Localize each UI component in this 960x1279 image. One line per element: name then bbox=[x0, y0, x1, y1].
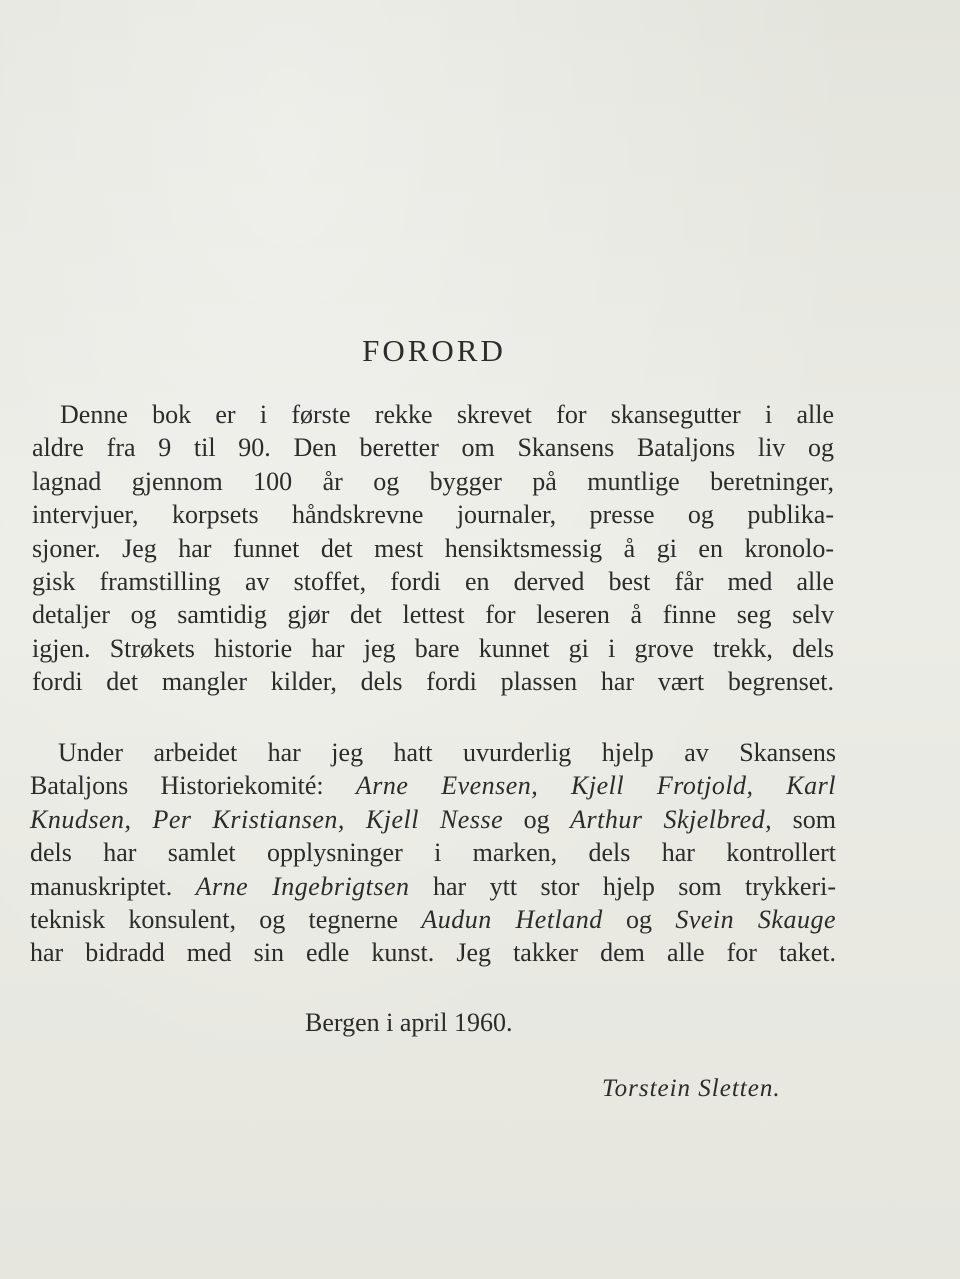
text-line: Denne bok er i første rekke skrevet for skansegutter i alle bbox=[60, 400, 834, 429]
text-segment: og bbox=[503, 804, 571, 834]
text-line: har bidradd med sin edle kunst. Jeg takker dem alle for taket. bbox=[30, 938, 836, 968]
text-line: lagnad gjennom 100 år og bygger på muntlige beretninger, bbox=[32, 466, 834, 496]
author-signature: Torstein Sletten. bbox=[602, 1075, 781, 1102]
text-segment: Bataljons Historiekomité: bbox=[30, 771, 356, 801]
text-segment: og bbox=[602, 904, 676, 934]
italic-names: Knudsen, Per Kristiansen, Kjell Nesse bbox=[30, 804, 504, 834]
text-line: Under arbeidet har jeg hatt uvurderlig hjelp av Skansens bbox=[58, 738, 836, 767]
text-segment: manuskriptet. bbox=[30, 871, 196, 901]
italic-names: Arne Ingebrigtsen bbox=[195, 871, 410, 901]
text-line: detaljer og samtidig gjør det lettest for leseren å finne seg selv bbox=[32, 600, 834, 630]
text-segment: har ytt stor hjelp som trykkeri- bbox=[409, 871, 836, 901]
text-line bbox=[30, 903, 836, 936]
italic-names: Arthur Skjelbred, bbox=[570, 804, 773, 834]
paragraph-2 bbox=[30, 736, 836, 970]
text-line: dels har samlet opplysninger i marken, dels har kontrollert bbox=[30, 838, 836, 868]
text-line: intervjuer, korpsets håndskrevne journaler, presse og publika- bbox=[32, 500, 834, 530]
text-line bbox=[30, 803, 836, 836]
dateline: Bergen i april 1960. bbox=[305, 1008, 513, 1037]
text-line bbox=[30, 769, 836, 802]
page-title: FORORD bbox=[362, 333, 506, 368]
text-line: igjen. Strøkets historie har jeg bare kunnet gi i grove trekk, dels bbox=[32, 633, 834, 663]
italic-names: Svein Skauge bbox=[675, 904, 837, 934]
italic-names: Arne Evensen, Kjell Frotjold, Karl bbox=[355, 771, 836, 801]
text-line: sjoner. Jeg har funnet det mest hensiktsmessig å gi en kronolo- bbox=[32, 533, 834, 563]
text-segment: teknisk konsulent, og tegnerne bbox=[30, 904, 422, 934]
text-line: aldre fra 9 til 90. Den beretter om Skansens Bataljons liv og bbox=[32, 433, 834, 463]
text-line bbox=[30, 870, 836, 903]
paragraph-1 bbox=[32, 398, 834, 699]
italic-names: Audun Hetland bbox=[421, 904, 603, 934]
text-line: fordi det mangler kilder, dels fordi plassen har vært begrenset. bbox=[32, 667, 834, 697]
text-line: gisk framstilling av stoffet, fordi en derved best får med alle bbox=[32, 566, 834, 596]
text-segment: som bbox=[772, 804, 837, 834]
